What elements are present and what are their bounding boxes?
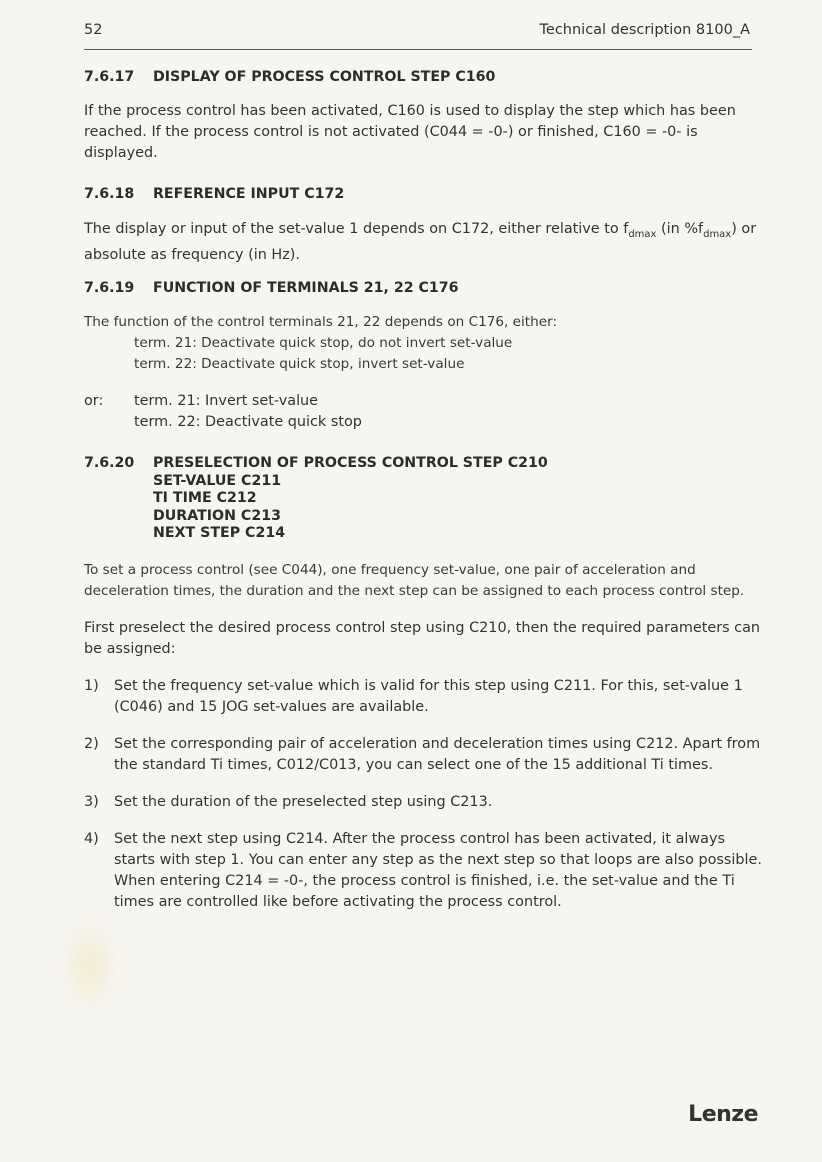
- paragraph-2: First preselect the desired process control step using C210, then the required parameters can be assigned:: [84, 619, 761, 657]
- section-7-6-19: [84, 280, 769, 433]
- section-7-6-18: [84, 186, 769, 266]
- section-7-6-20: [84, 455, 769, 913]
- page-number: 52: [84, 22, 103, 38]
- section-heading: [84, 455, 769, 543]
- subscript: dmax: [628, 228, 657, 240]
- section-title-group: [153, 455, 548, 543]
- section-intro: The function of the control terminals 21, 22 depends on C176, either:: [84, 314, 558, 330]
- option-a-line-2: term. 22: Deactivate quick stop, invert set-value: [134, 356, 465, 372]
- section-title: SET-VALUE C211: [153, 472, 282, 489]
- list-number: 2): [84, 735, 99, 752]
- section-title: DISPLAY OF PROCESS CONTROL STEP C160: [153, 69, 496, 85]
- section-number: 7.6.19: [84, 280, 135, 296]
- subscript: dmax: [703, 228, 732, 240]
- list-number: 4): [84, 830, 99, 847]
- document-title: Technical description 8100_A: [539, 22, 750, 38]
- section-number: 7.6.18: [84, 186, 135, 202]
- list-number: 1): [84, 677, 99, 694]
- section-heading: [84, 280, 769, 296]
- option-text: term. 21: Invert set-value: [134, 393, 319, 409]
- section-number: 7.6.17: [84, 69, 135, 85]
- list-text: Set the duration of the preselected step using C213.: [114, 793, 493, 810]
- option-b-line-1: [84, 391, 769, 412]
- body-text: (in %f: [656, 221, 704, 237]
- list-item: [84, 829, 769, 913]
- paper-stain: [60, 920, 120, 1010]
- section-body: If the process control has been activated, C160 is used to display the step which has been reached. If the process control is not activated (C044 = -0-) or finished, C160 = -0- is displayed.: [84, 103, 736, 161]
- section-title: DURATION C213: [153, 507, 281, 524]
- option-a-line-1: term. 21: Deactivate quick stop, do not invert set-value: [134, 335, 513, 351]
- list-text: Set the corresponding pair of acceleration and deceleration times using C212. Apart from the standard Ti times, C012/C013, you can select one of the 15 additional Ti times.: [114, 735, 761, 773]
- list-number: 3): [84, 793, 99, 810]
- or-label: or:: [84, 393, 104, 409]
- section-title: FUNCTION OF TERMINALS 21, 22 C176: [153, 280, 459, 296]
- section-7-6-17: [84, 69, 769, 164]
- section-heading: [84, 186, 769, 202]
- body-text: ) or absolute as frequency (in Hz).: [84, 221, 757, 263]
- section-title: REFERENCE INPUT C172: [153, 186, 345, 202]
- body-text: The display or input of the set-value 1 depends on C172, either relative to f: [84, 221, 629, 237]
- list-item: [84, 734, 769, 776]
- section-heading: [84, 69, 769, 85]
- paragraph-1: To set a process control (see C044), one frequency set-value, one pair of acceleration and deceleration times, the duration and the next step can be assigned to each process control step.: [84, 561, 745, 599]
- section-title: PRESELECTION OF PROCESS CONTROL STEP C210: [153, 455, 548, 471]
- list-text: Set the next step using C214. After the process control has been activated, it always starts with step 1. You can enter any step as the next step so that loops are also possible. When entering C214 = -0-, the process control is finished, i.e. the set-value and the Ti times are controlled like before activating the process control.: [114, 830, 762, 910]
- section-title: NEXT STEP C214: [153, 525, 286, 541]
- list-item: [84, 792, 769, 813]
- option-b-line-2: term. 22: Deactivate quick stop: [134, 414, 362, 430]
- section-title: TI TIME C212: [153, 490, 257, 506]
- header-rule: [84, 49, 752, 50]
- list-text: Set the frequency set-value which is valid for this step using C211. For this, set-value 1 (C046) and 15 JOG set-values are available.: [114, 677, 743, 715]
- list-item: [84, 676, 769, 718]
- section-body: [84, 219, 769, 266]
- lenze-logo: Lenze: [688, 1102, 758, 1127]
- section-number: 7.6.20: [84, 455, 135, 471]
